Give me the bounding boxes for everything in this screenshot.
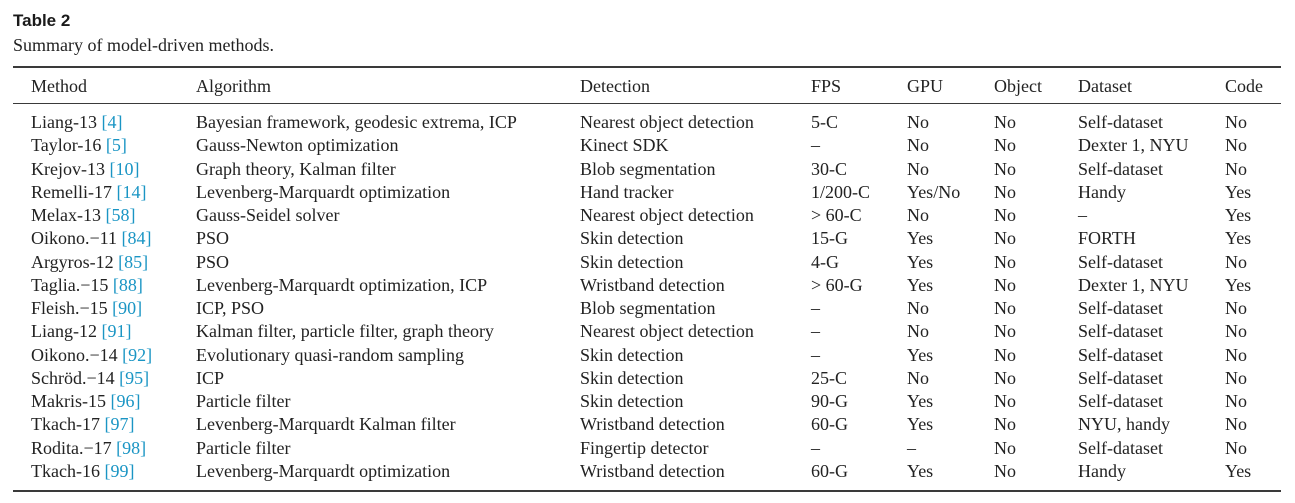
cell-detection: Kinect SDK <box>580 135 669 155</box>
citation-link[interactable]: [14] <box>116 182 147 202</box>
cell-object: No <box>994 275 1016 295</box>
method-name: Taylor-16 <box>31 135 102 155</box>
cell-gpu: Yes <box>907 461 934 481</box>
cell-algorithm: Levenberg-Marquardt optimization <box>196 182 451 202</box>
cell-object: No <box>994 391 1016 411</box>
cell-detection: Nearest object detection <box>580 112 754 132</box>
table-label: Table 2 <box>13 11 71 30</box>
cell-method <box>31 159 139 179</box>
citation-link[interactable]: [91] <box>101 321 132 341</box>
cell-dataset: Dexter 1, NYU <box>1078 135 1189 155</box>
cell-detection: Nearest object detection <box>580 205 754 225</box>
cell-method <box>31 345 152 365</box>
cell-object: No <box>994 135 1016 155</box>
cell-code: Yes <box>1225 228 1252 248</box>
method-name: Oikono.−11 <box>31 228 117 248</box>
cell-fps: 5-C <box>811 112 838 132</box>
cell-object: No <box>994 252 1016 272</box>
cell-dataset: FORTH <box>1078 228 1136 248</box>
cell-object: No <box>994 438 1016 458</box>
citation-link[interactable]: [90] <box>112 298 143 318</box>
cell-dataset: Self-dataset <box>1078 391 1163 411</box>
cell-dataset: Self-dataset <box>1078 321 1163 341</box>
cell-fps: – <box>811 298 820 318</box>
cell-method <box>31 298 142 318</box>
cell-dataset: Self-dataset <box>1078 438 1163 458</box>
cell-object: No <box>994 368 1016 388</box>
cell-detection: Wristband detection <box>580 461 725 481</box>
top-rule <box>13 66 1281 68</box>
cell-gpu: Yes <box>907 228 934 248</box>
cell-method <box>31 182 146 202</box>
citation-link[interactable]: [88] <box>112 275 143 295</box>
cell-algorithm: ICP, PSO <box>196 298 265 318</box>
citation-link[interactable]: [58] <box>105 205 136 225</box>
cell-detection: Hand tracker <box>580 182 674 202</box>
cell-object: No <box>994 298 1016 318</box>
citation-link[interactable]: [97] <box>104 414 135 434</box>
cell-detection: Skin detection <box>580 368 684 388</box>
cell-fps: 60-G <box>811 414 848 434</box>
method-name: Krejov-13 <box>31 159 105 179</box>
cell-fps: > 60-C <box>811 205 862 225</box>
method-name: Makris-15 <box>31 391 106 411</box>
cell-dataset: Self-dataset <box>1078 159 1163 179</box>
cell-code: Yes <box>1225 461 1252 481</box>
method-name: Tkach-17 <box>31 414 100 434</box>
cell-dataset: Self-dataset <box>1078 345 1163 365</box>
cell-code: No <box>1225 438 1247 458</box>
cell-code: No <box>1225 112 1247 132</box>
method-name: Tkach-16 <box>31 461 100 481</box>
citation-link[interactable]: [92] <box>122 345 153 365</box>
cell-code: No <box>1225 298 1247 318</box>
cell-code: No <box>1225 345 1247 365</box>
cell-algorithm: Gauss-Newton optimization <box>196 135 399 155</box>
cell-object: No <box>994 205 1016 225</box>
cell-code: No <box>1225 321 1247 341</box>
cell-gpu: Yes/No <box>907 182 961 202</box>
cell-object: No <box>994 159 1016 179</box>
cell-algorithm: Levenberg-Marquardt optimization <box>196 461 451 481</box>
cell-detection: Skin detection <box>580 345 684 365</box>
header-dataset: Dataset <box>1078 76 1132 96</box>
cell-object: No <box>994 414 1016 434</box>
cell-fps: 15-G <box>811 228 848 248</box>
cell-gpu: No <box>907 159 929 179</box>
cell-method <box>31 368 149 388</box>
cell-detection: Skin detection <box>580 252 684 272</box>
cell-algorithm: Gauss-Seidel solver <box>196 205 340 225</box>
cell-dataset: Self-dataset <box>1078 298 1163 318</box>
cell-code: No <box>1225 368 1247 388</box>
method-name: Argyros-12 <box>31 252 114 272</box>
cell-gpu: No <box>907 321 929 341</box>
cell-object: No <box>994 345 1016 365</box>
cell-fps: 60-G <box>811 461 848 481</box>
cell-method <box>31 321 131 341</box>
cell-algorithm: Particle filter <box>196 438 291 458</box>
cell-gpu: Yes <box>907 391 934 411</box>
citation-link[interactable]: [5] <box>105 135 127 155</box>
cell-algorithm: Levenberg-Marquardt Kalman filter <box>196 414 456 434</box>
citation-link[interactable]: [84] <box>121 228 152 248</box>
cell-gpu: – <box>907 438 916 458</box>
cell-detection: Nearest object detection <box>580 321 754 341</box>
table-caption: Summary of model-driven methods. <box>13 35 274 55</box>
cell-method <box>31 228 151 248</box>
cell-algorithm: ICP <box>196 368 225 388</box>
cell-dataset: Handy <box>1078 461 1126 481</box>
cell-gpu: Yes <box>907 275 934 295</box>
cell-method <box>31 414 134 434</box>
citation-link[interactable]: [98] <box>116 438 147 458</box>
cell-fps: 25-C <box>811 368 847 388</box>
cell-object: No <box>994 321 1016 341</box>
cell-detection: Blob segmentation <box>580 298 716 318</box>
citation-link[interactable]: [96] <box>110 391 141 411</box>
method-name: Liang-13 <box>31 112 97 132</box>
cell-gpu: No <box>907 205 929 225</box>
method-name: Taglia.−15 <box>31 275 109 295</box>
header-rule <box>13 103 1281 104</box>
cell-algorithm: Kalman filter, particle filter, graph theory <box>196 321 494 341</box>
cell-code: No <box>1225 391 1247 411</box>
cell-method <box>31 112 122 132</box>
citation-link[interactable]: [99] <box>104 461 135 481</box>
cell-algorithm: PSO <box>196 228 230 248</box>
cell-gpu: No <box>907 368 929 388</box>
cell-gpu: No <box>907 112 929 132</box>
cell-method <box>31 252 148 272</box>
cell-detection: Skin detection <box>580 228 684 248</box>
method-name: Fleish.−15 <box>31 298 108 318</box>
cell-method <box>31 135 127 155</box>
cell-method <box>31 391 141 411</box>
cell-algorithm: Evolutionary quasi-random sampling <box>196 345 464 365</box>
header-code: Code <box>1225 76 1263 96</box>
cell-algorithm: Bayesian framework, geodesic extrema, ICP <box>196 112 517 132</box>
header-gpu: GPU <box>907 76 944 96</box>
cell-fps: > 60-G <box>811 275 863 295</box>
cell-fps: 4-G <box>811 252 839 272</box>
cell-dataset: Self-dataset <box>1078 112 1163 132</box>
cell-dataset: – <box>1078 205 1087 225</box>
cell-method <box>31 275 143 295</box>
cell-detection: Wristband detection <box>580 414 725 434</box>
cell-method <box>31 461 134 481</box>
cell-code: No <box>1225 252 1247 272</box>
cell-code: Yes <box>1225 275 1252 295</box>
cell-fps: – <box>811 135 820 155</box>
cell-algorithm: Particle filter <box>196 391 291 411</box>
cell-object: No <box>994 461 1016 481</box>
cell-code: No <box>1225 159 1247 179</box>
cell-dataset: Handy <box>1078 182 1126 202</box>
method-name: Liang-12 <box>31 321 97 341</box>
citation-link[interactable]: [95] <box>119 368 150 388</box>
header-method: Method <box>31 76 87 96</box>
header-algorithm: Algorithm <box>196 76 271 96</box>
cell-gpu: No <box>907 135 929 155</box>
cell-object: No <box>994 182 1016 202</box>
citation-link[interactable]: [4] <box>101 112 123 132</box>
cell-dataset: Self-dataset <box>1078 252 1163 272</box>
cell-code: No <box>1225 135 1247 155</box>
cell-code: Yes <box>1225 182 1252 202</box>
cell-object: No <box>994 112 1016 132</box>
citation-link[interactable]: [10] <box>109 159 140 179</box>
cell-dataset: Self-dataset <box>1078 368 1163 388</box>
cell-method <box>31 205 135 225</box>
cell-gpu: Yes <box>907 345 934 365</box>
cell-fps: 90-G <box>811 391 848 411</box>
cell-detection: Skin detection <box>580 391 684 411</box>
cell-detection: Fingertip detector <box>580 438 709 458</box>
citation-link[interactable]: [85] <box>118 252 149 272</box>
method-name: Oikono.−14 <box>31 345 118 365</box>
cell-method <box>31 438 146 458</box>
header-detection: Detection <box>580 76 650 96</box>
method-name: Rodita.−17 <box>31 438 112 458</box>
cell-code: No <box>1225 414 1247 434</box>
cell-gpu: No <box>907 298 929 318</box>
cell-algorithm: Levenberg-Marquardt optimization, ICP <box>196 275 488 295</box>
cell-code: Yes <box>1225 205 1252 225</box>
cell-gpu: Yes <box>907 252 934 272</box>
cell-dataset: Dexter 1, NYU <box>1078 275 1189 295</box>
header-object: Object <box>994 76 1042 96</box>
header-fps: FPS <box>811 76 842 96</box>
cell-object: No <box>994 228 1016 248</box>
cell-fps: 1/200-C <box>811 182 871 202</box>
cell-fps: – <box>811 345 820 365</box>
bottom-rule <box>13 490 1281 492</box>
cell-fps: – <box>811 321 820 341</box>
method-name: Schröd.−14 <box>31 368 115 388</box>
cell-fps: 30-C <box>811 159 847 179</box>
cell-dataset: NYU, handy <box>1078 414 1170 434</box>
cell-gpu: Yes <box>907 414 934 434</box>
method-name: Remelli-17 <box>31 182 112 202</box>
cell-algorithm: Graph theory, Kalman filter <box>196 159 396 179</box>
cell-detection: Blob segmentation <box>580 159 716 179</box>
method-name: Melax-13 <box>31 205 101 225</box>
cell-fps: – <box>811 438 820 458</box>
cell-algorithm: PSO <box>196 252 230 272</box>
cell-detection: Wristband detection <box>580 275 725 295</box>
